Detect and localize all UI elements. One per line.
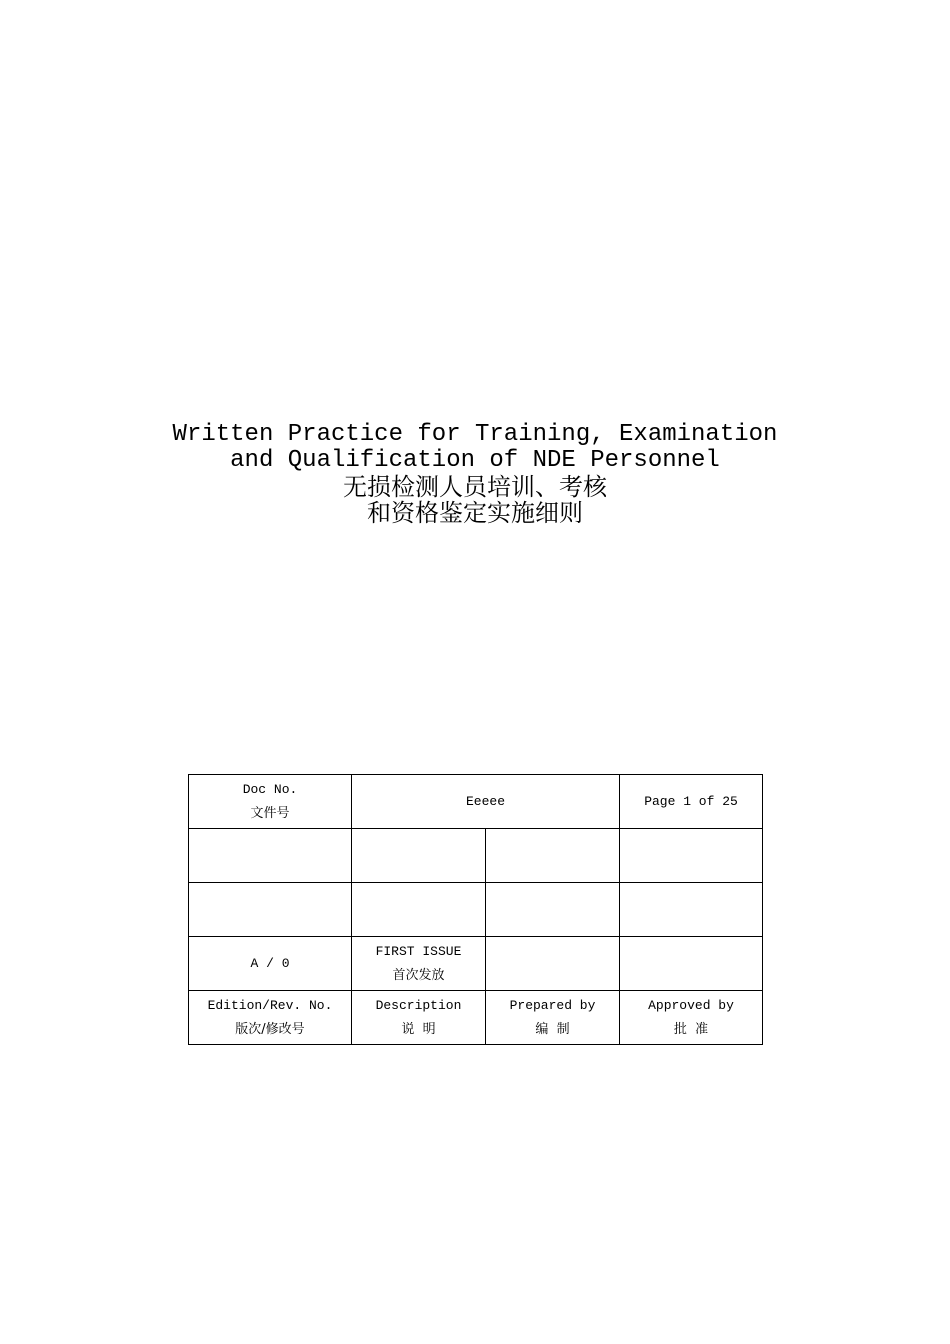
prepared-by-header-cell xyxy=(486,991,620,1045)
description-header-cn: 说 明 xyxy=(401,1021,436,1037)
table-row xyxy=(189,883,763,937)
edition-header-cell xyxy=(189,991,352,1045)
title-english-line-2: and Qualification of NDE Personnel xyxy=(230,447,720,474)
header-row xyxy=(189,991,763,1045)
empty-cell xyxy=(486,829,620,883)
doc-number-label-cn: 文件号 xyxy=(250,805,290,821)
empty-cell xyxy=(189,883,352,937)
edition-header-cn: 版次/修改号 xyxy=(235,1021,305,1037)
empty-cell xyxy=(620,883,763,937)
page-info-cell xyxy=(620,775,763,829)
edition-value: A / 0 xyxy=(250,955,290,971)
description-header: Description xyxy=(375,997,462,1013)
approved-by-cell xyxy=(620,937,763,991)
table-row xyxy=(189,829,763,883)
description-value: FIRST ISSUE xyxy=(375,943,462,959)
page-info: Page 1 of 25 xyxy=(644,793,738,809)
description-cell xyxy=(352,937,486,991)
revision-table xyxy=(188,774,763,1045)
description-header-cell xyxy=(352,991,486,1045)
title-chinese-line-1: 无损检测人员培训、考核 xyxy=(343,473,607,501)
approved-by-header-cn: 批 准 xyxy=(673,1021,709,1037)
edition-header: Edition/Rev. No. xyxy=(207,997,333,1013)
document-title xyxy=(0,422,950,526)
approved-by-header: Approved by xyxy=(648,997,734,1013)
description-value-cn: 首次发放 xyxy=(392,967,445,983)
doc-number-value-cell xyxy=(352,775,620,829)
doc-number-value: Eeeee xyxy=(466,793,506,809)
prepared-by-header-cn: 编 制 xyxy=(535,1021,570,1037)
empty-cell xyxy=(352,883,486,937)
approved-by-header-cell xyxy=(620,991,763,1045)
edition-cell xyxy=(189,937,352,991)
empty-cell xyxy=(352,829,486,883)
empty-cell xyxy=(486,883,620,937)
doc-number-label-cell xyxy=(189,775,352,829)
empty-cell xyxy=(620,829,763,883)
empty-cell xyxy=(189,829,352,883)
revision-row xyxy=(189,937,763,991)
prepared-by-cell xyxy=(486,937,620,991)
prepared-by-header: Prepared by xyxy=(509,997,596,1013)
title-chinese-line-2: 和资格鉴定实施细则 xyxy=(367,499,583,527)
doc-number-row xyxy=(189,775,763,829)
title-english-line-1: Written Practice for Training, Examination xyxy=(172,421,778,448)
doc-number-label: Doc No. xyxy=(242,781,298,797)
